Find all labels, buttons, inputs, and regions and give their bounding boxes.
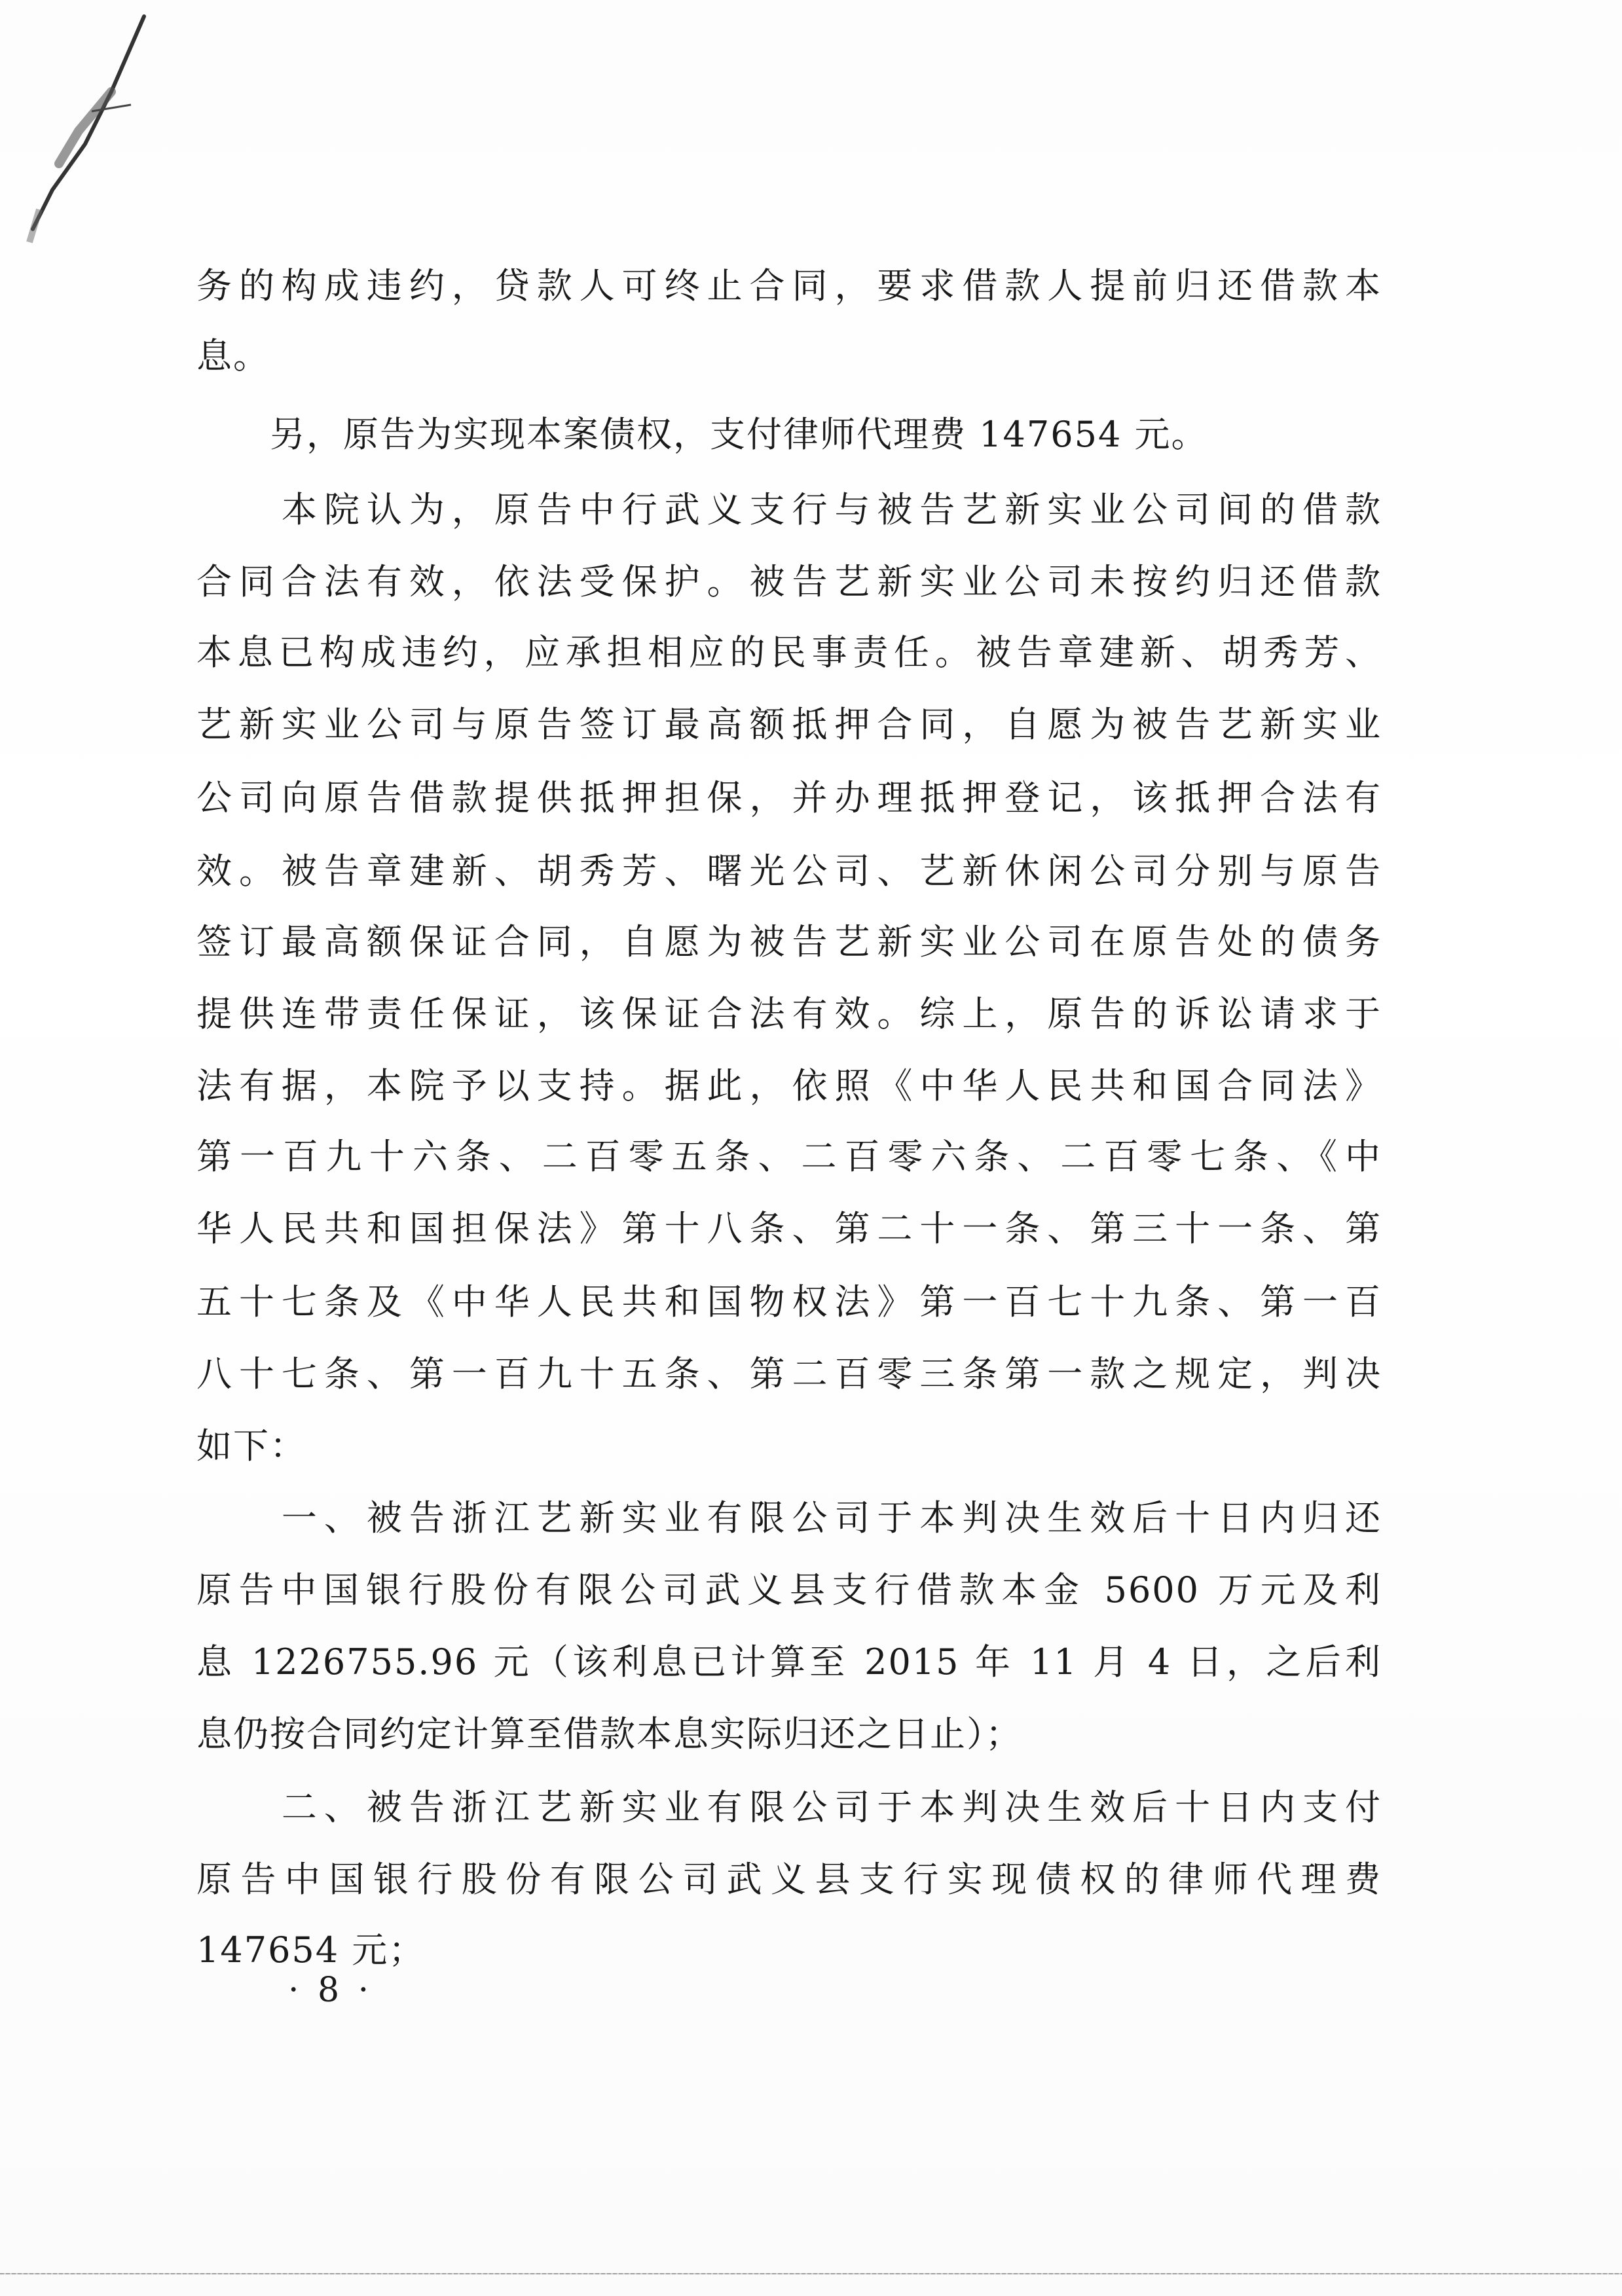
body-line-1: 务的构成违约，贷款人可终止合同，要求借款人提前归还借款本 <box>196 265 1382 306</box>
body-line-20: 息 1226755.96 元（该利息已计算至 2015 年 11 月 4 日，之后利 <box>196 1641 1382 1683</box>
body-line-3: 另，原告为实现本案债权，支付律师代理费 147654 元。 <box>196 414 1208 455</box>
body-line-6: 本息已构成违约，应承担相应的民事责任。被告章建新、胡秀芳、 <box>196 632 1382 673</box>
body-line-17: 如下： <box>196 1425 306 1467</box>
body-line-18: 一、被告浙江艺新实业有限公司于本判决生效后十日内归还 <box>196 1497 1382 1539</box>
body-line-10: 签订最高额保证合同，自愿为被告艺新实业公司在原告处的债务 <box>196 921 1382 962</box>
body-line-23: 原告中国银行股份有限公司武义县支行实现债权的律师代理费 <box>196 1859 1382 1900</box>
body-line-7: 艺新实业公司与原告签订最高额抵押合同，自愿为被告艺新实业 <box>196 704 1382 745</box>
body-line-5: 合同合法有效，依法受保护。被告艺新实业公司未按约归还借款 <box>196 561 1382 602</box>
body-line-22: 二、被告浙江艺新实业有限公司于本判决生效后十日内支付 <box>196 1787 1382 1828</box>
body-line-24: 147654 元； <box>196 1929 426 1971</box>
body-line-15: 五十七条及《中华人民共和国物权法》第一百七十九条、第一百 <box>196 1281 1382 1322</box>
body-line-16: 八十七条、第一百九十五条、第二百零三条第一款之规定，判决 <box>196 1353 1382 1394</box>
body-line-2: 息。 <box>196 335 270 376</box>
pen-stroke-mark <box>13 13 157 249</box>
body-line-9: 效。被告章建新、胡秀芳、曙光公司、艺新休闲公司分别与原告 <box>196 850 1382 892</box>
page-number: · 8 · <box>288 1971 373 2010</box>
scan-bottom-edge <box>0 2273 1622 2274</box>
body-line-4: 本院认为，原告中行武义支行与被告艺新实业公司间的借款 <box>196 489 1382 530</box>
body-line-11: 提供连带责任保证，该保证合法有效。综上，原告的诉讼请求于 <box>196 993 1382 1034</box>
body-line-13: 第一百九十六条、二百零五条、二百零六条、二百零七条、《中 <box>196 1136 1382 1177</box>
body-line-14: 华人民共和国担保法》第十八条、第二十一条、第三十一条、第 <box>196 1208 1382 1249</box>
body-line-12: 法有据，本院予以支持。据此，依照《中华人民共和国合同法》 <box>196 1065 1382 1106</box>
body-line-19: 原告中国银行股份有限公司武义县支行借款本金 5600 万元及利 <box>196 1569 1382 1611</box>
body-line-21: 息仍按合同约定计算至借款本息实际归还之日止）； <box>196 1713 1022 1755</box>
body-line-8: 公司向原告借款提供抵押担保，并办理抵押登记，该抵押合法有 <box>196 777 1382 818</box>
